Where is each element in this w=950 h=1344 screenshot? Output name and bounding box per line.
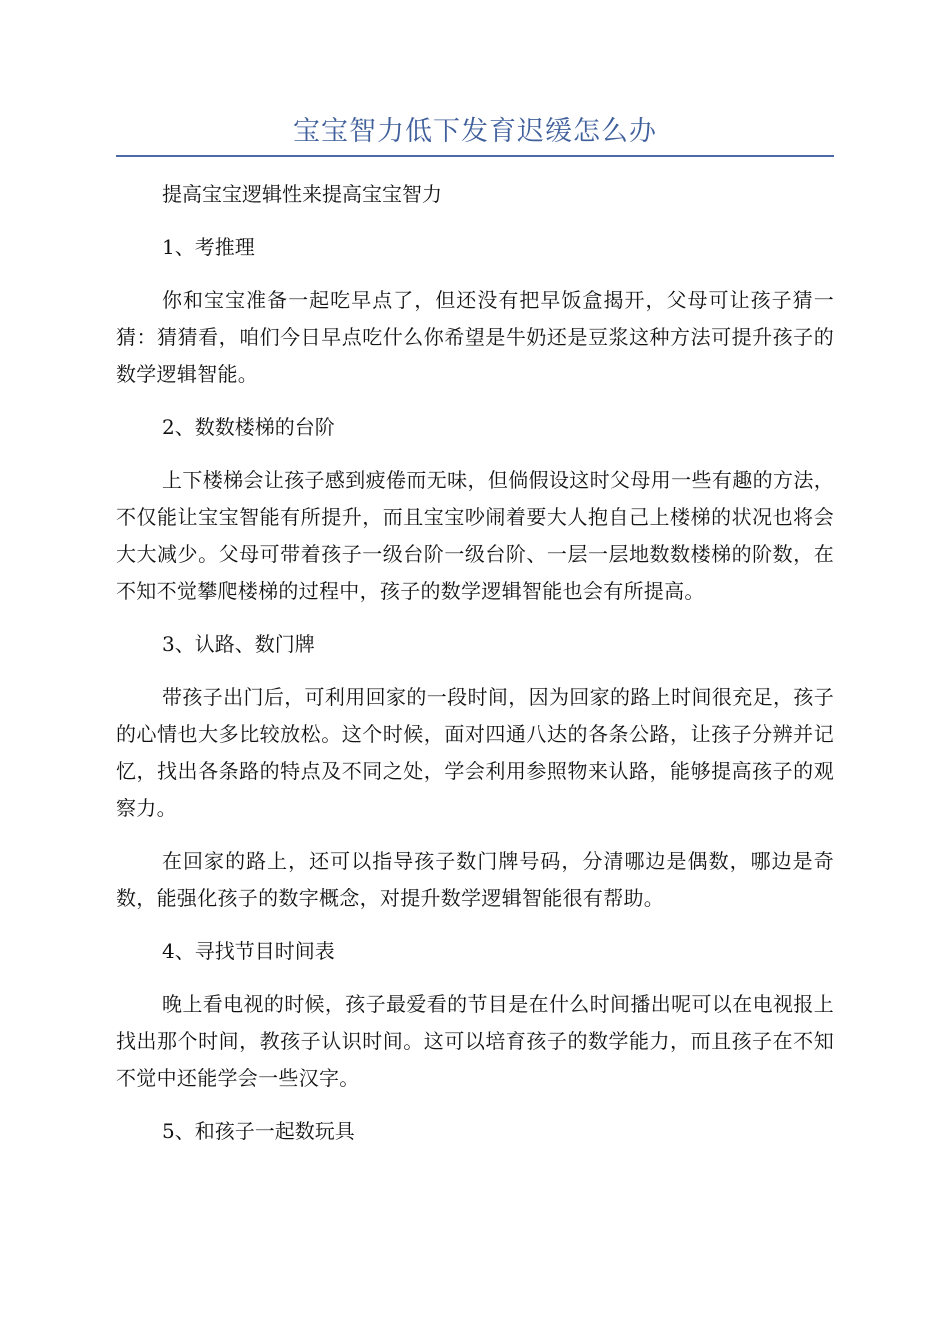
intro-line: 提高宝宝逻辑性来提高宝宝智力 [162, 182, 442, 206]
section-heading: 3、认路、数门牌 [162, 632, 315, 656]
paragraph: 带孩子出门后，可利用回家的一段时间，因为回家的路上时间很充足，孩子的心情也大多比较放松。这个时候，面对四通八达的各条公路，让孩子分辨并记忆，找出各条路的特点及不同之处，学会利用参照物来认路，能够提高孩子的观察力。 [116, 685, 834, 820]
paragraph: 晚上看电视的时候，孩子最爱看的节目是在什么时间播出呢可以在电视报上找出那个时间，教孩子认识时间。这可以培育孩子的数学能力，而且孩子在不知不觉中还能学会一些汉字。 [116, 992, 834, 1090]
paragraph: 上下楼梯会让孩子感到疲倦而无味，但倘假设这时父母用一些有趣的方法，不仅能让宝宝智能有所提升，而且宝宝吵闹着要大人抱自己上楼梯的状况也将会大大减少。父母可带着孩子一级台阶一级台阶、一层一层地数数楼梯的阶数，在不知不觉攀爬楼梯的过程中，孩子的数学逻辑智能也会有所提高。 [116, 468, 834, 603]
section-heading: 1、考推理 [162, 235, 255, 259]
paragraph: 你和宝宝准备一起吃早点了，但还没有把早饭盒揭开，父母可让孩子猜一猜：猜猜看，咱们今日早点吃什么你希望是牛奶还是豆浆这种方法可提升孩子的数学逻辑智能。 [116, 288, 834, 386]
section-heading: 4、寻找节目时间表 [162, 939, 335, 963]
page-title: 宝宝智力低下发育迟缓怎么办 [293, 116, 657, 147]
section-heading: 2、数数楼梯的台阶 [162, 415, 335, 439]
section-heading: 5、和孩子一起数玩具 [162, 1119, 355, 1143]
title-divider [116, 155, 834, 157]
document-body [116, 176, 834, 1166]
paragraph: 在回家的路上，还可以指导孩子数门牌号码，分清哪边是偶数，哪边是奇数，能强化孩子的数字概念，对提升数学逻辑智能很有帮助。 [116, 849, 834, 910]
